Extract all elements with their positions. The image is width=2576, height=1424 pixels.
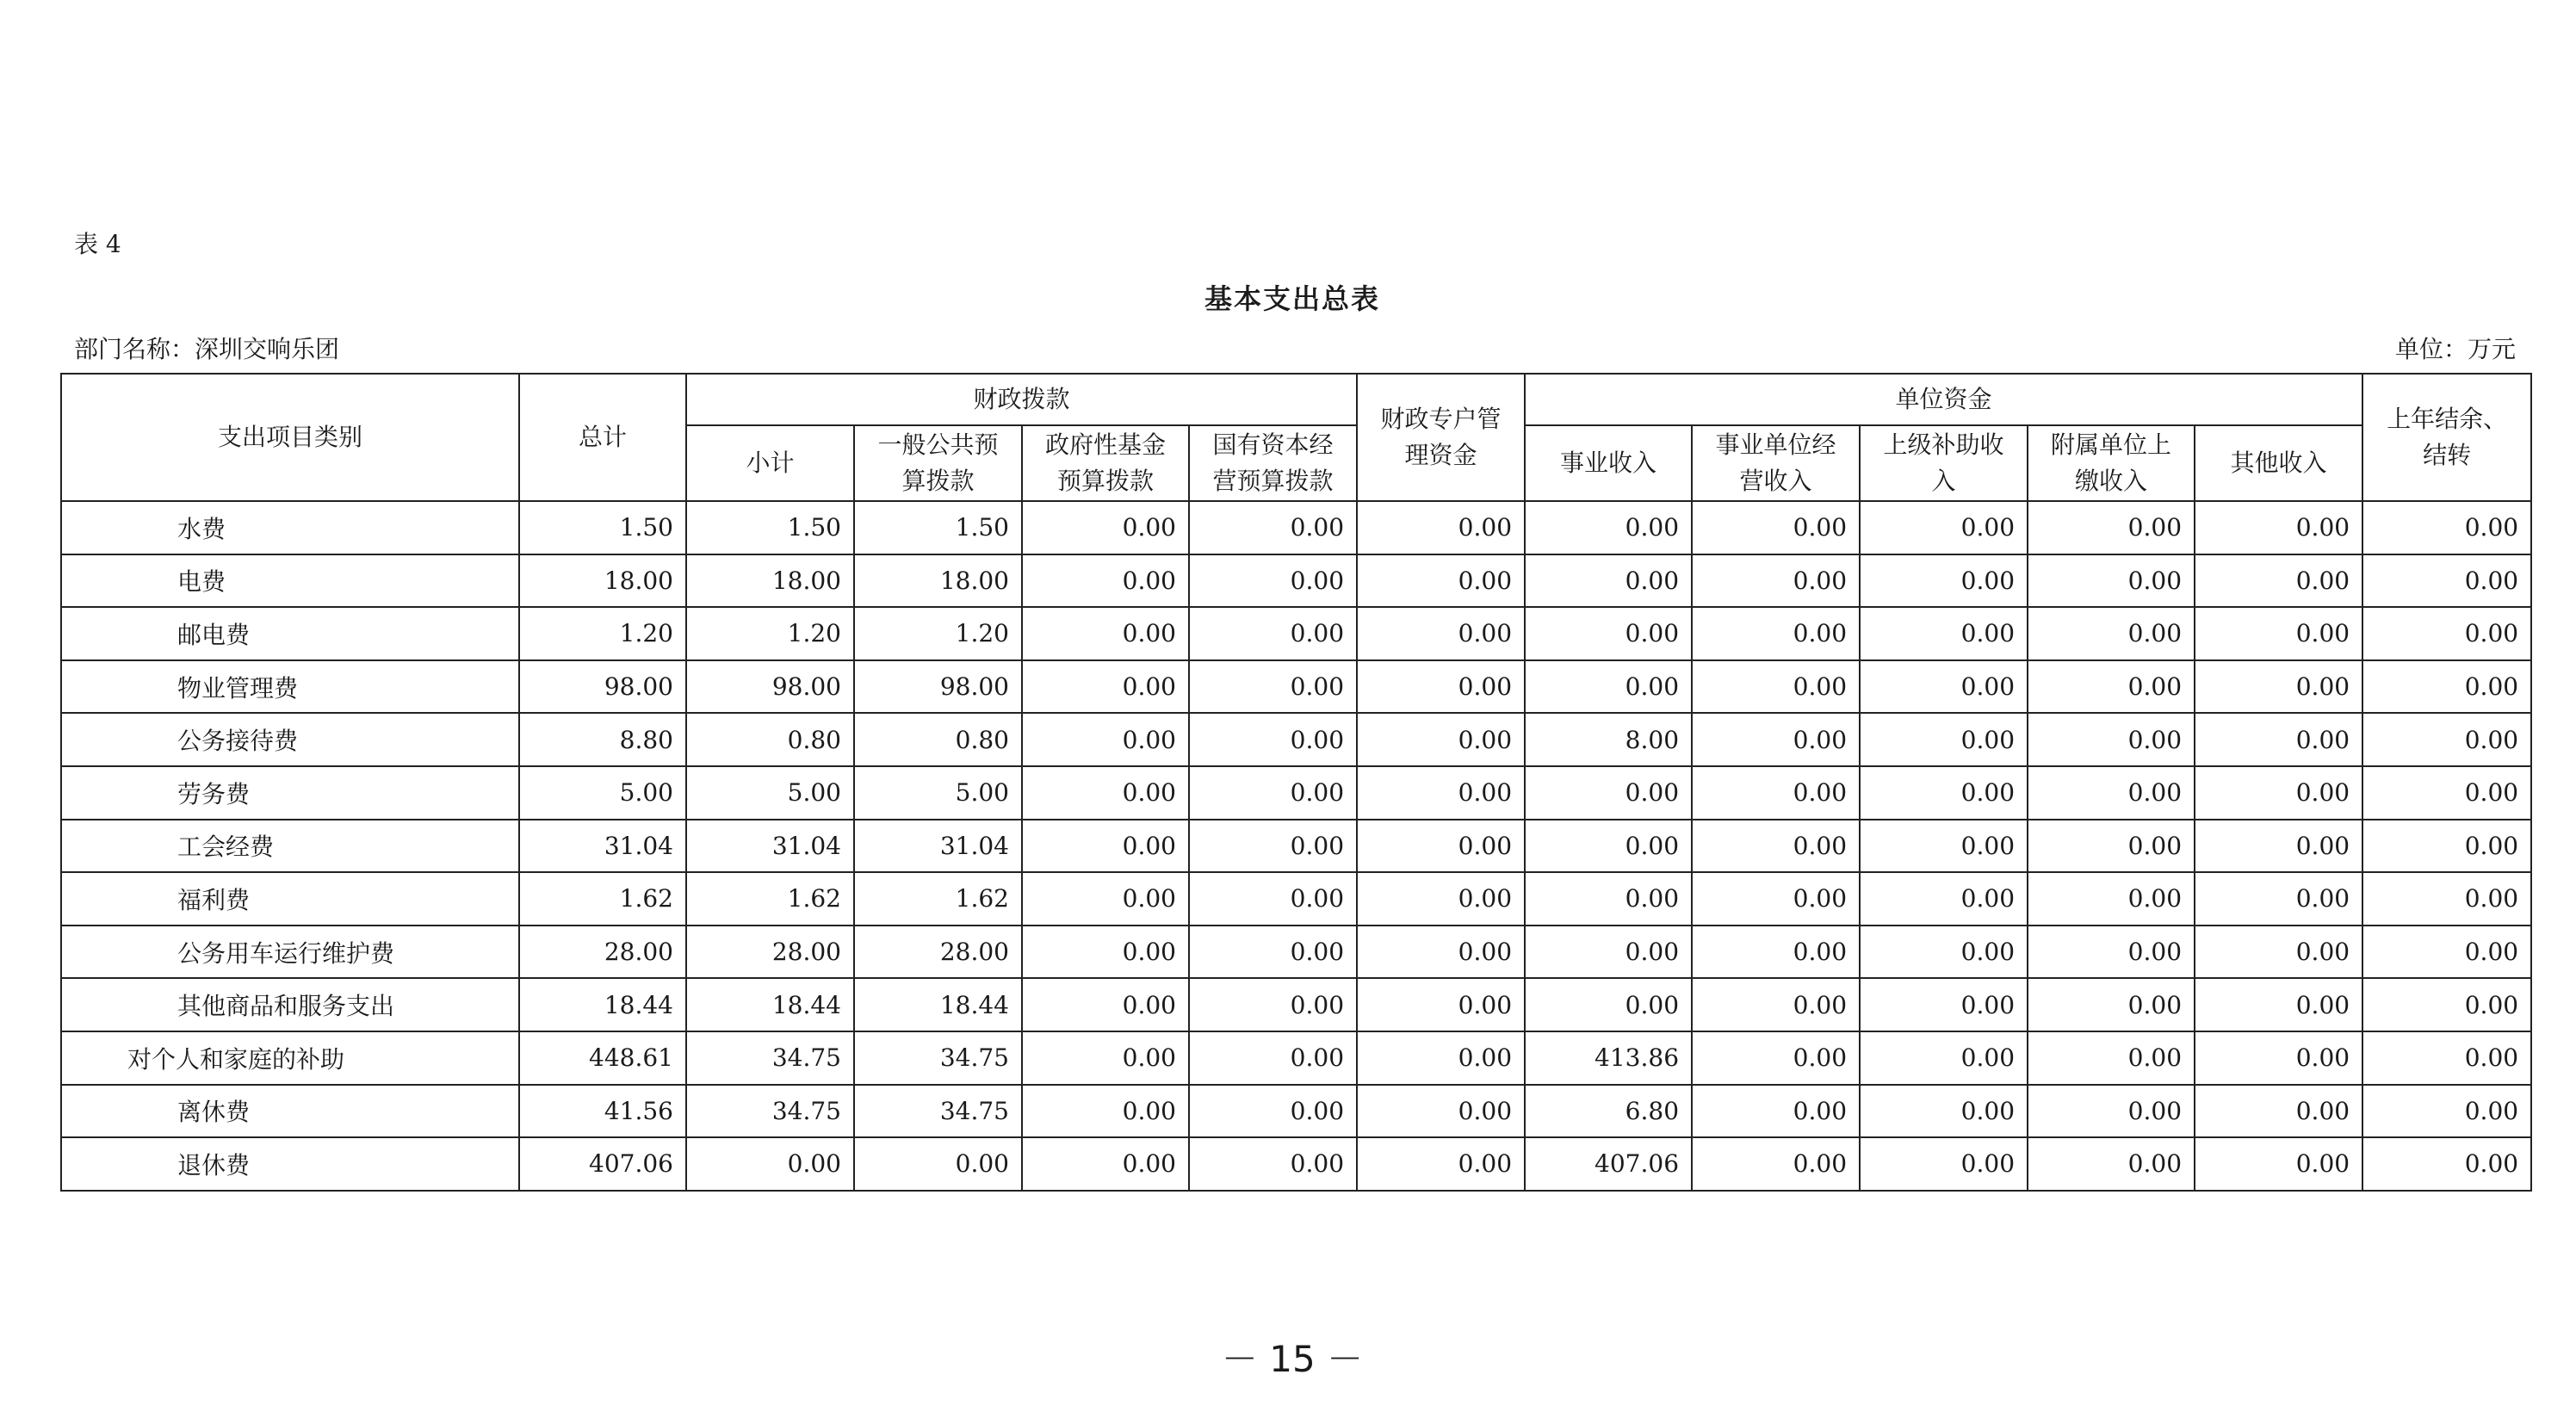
- row-value: 407.06: [1525, 1137, 1692, 1191]
- row-value: 0.00: [1022, 501, 1189, 554]
- row-value: 0.00: [1692, 554, 1860, 608]
- row-value: 0.00: [1525, 766, 1692, 820]
- row-value: 0.00: [2195, 713, 2362, 766]
- row-value: 0.00: [1525, 607, 1692, 660]
- row-value: 0.00: [1692, 1137, 1860, 1191]
- row-category: 公务用车运行维护费: [61, 926, 519, 979]
- row-value: 1.50: [854, 501, 1022, 554]
- row-value: 0.00: [1022, 713, 1189, 766]
- row-value: 34.75: [854, 1031, 1022, 1085]
- row-value: 18.00: [854, 554, 1022, 608]
- header-fiscal-special: 财政专户管理资金: [1357, 374, 1525, 501]
- row-value: 0.00: [2028, 872, 2195, 926]
- row-value: 0.00: [1022, 1031, 1189, 1085]
- row-value: 98.00: [686, 660, 854, 714]
- row-category: 物业管理费: [61, 660, 519, 714]
- table-row: [61, 1085, 2531, 1138]
- row-value: 0.00: [1357, 978, 1525, 1031]
- table-row: [61, 713, 2531, 766]
- row-value: 0.00: [2362, 820, 2531, 873]
- department-label: 部门名称：深圳交响乐团: [74, 335, 340, 363]
- row-value: 0.00: [1860, 766, 2028, 820]
- row-value: 0.00: [2195, 1085, 2362, 1138]
- table-row: [61, 978, 2531, 1031]
- row-value: 0.00: [1189, 766, 1357, 820]
- row-value: 0.00: [1022, 554, 1189, 608]
- row-value: 0.00: [1860, 872, 2028, 926]
- row-value: 5.00: [686, 766, 854, 820]
- row-value: 0.00: [1692, 1085, 1860, 1138]
- row-value: 0.00: [1022, 1137, 1189, 1191]
- row-value: 0.00: [2362, 978, 2531, 1031]
- row-value: 0.00: [2028, 607, 2195, 660]
- row-value: 0.00: [1357, 660, 1525, 714]
- row-value: 0.00: [1860, 554, 2028, 608]
- table-row: [61, 660, 2531, 714]
- row-value: 0.00: [1189, 1137, 1357, 1191]
- document-title: 基本支出总表: [1204, 282, 1380, 315]
- row-value: 0.00: [2195, 1137, 2362, 1191]
- row-value: 0.00: [2362, 872, 2531, 926]
- row-value: 0.00: [2028, 1031, 2195, 1085]
- row-value: 0.00: [1692, 978, 1860, 1031]
- row-value: 1.20: [854, 607, 1022, 660]
- row-value: 0.00: [1189, 978, 1357, 1031]
- row-value: 0.00: [2362, 926, 2531, 979]
- table-row: [61, 926, 2531, 979]
- page-number: － 15 －: [1221, 1338, 1364, 1380]
- row-value: 0.00: [1022, 766, 1189, 820]
- row-value: 0.00: [1189, 872, 1357, 926]
- row-value: 0.00: [2362, 501, 2531, 554]
- row-category: 离休费: [61, 1085, 519, 1138]
- table-row: [61, 607, 2531, 660]
- table-row: [61, 766, 2531, 820]
- row-value: 0.00: [2028, 1085, 2195, 1138]
- row-value: 8.00: [1525, 713, 1692, 766]
- unit-label: 单位：万元: [2394, 335, 2516, 363]
- row-value: 0.00: [1189, 926, 1357, 979]
- row-value: 0.00: [1692, 1031, 1860, 1085]
- row-value: 0.00: [2028, 660, 2195, 714]
- table-row: [61, 872, 2531, 926]
- row-value: 413.86: [1525, 1031, 1692, 1085]
- header-other-income: 其他收入: [2195, 425, 2362, 501]
- row-category: 水费: [61, 501, 519, 554]
- row-value: 0.00: [2195, 1031, 2362, 1085]
- row-value: 0.00: [1692, 607, 1860, 660]
- row-value: 0.00: [2362, 554, 2531, 608]
- row-value: 5.00: [519, 766, 686, 820]
- row-value: 0.00: [1022, 872, 1189, 926]
- row-value: 18.00: [519, 554, 686, 608]
- row-value: 0.00: [1525, 872, 1692, 926]
- row-value: 18.44: [854, 978, 1022, 1031]
- row-value: 0.00: [2028, 926, 2195, 979]
- row-value: 0.00: [1525, 660, 1692, 714]
- header-operating-income: 事业单位经营收入: [1692, 425, 1860, 501]
- row-value: 0.00: [1860, 713, 2028, 766]
- row-value: 0.00: [1860, 1031, 2028, 1085]
- row-value: 28.00: [854, 926, 1022, 979]
- row-category: 福利费: [61, 872, 519, 926]
- row-value: 0.00: [1860, 607, 2028, 660]
- row-value: 0.00: [2362, 766, 2531, 820]
- header-gov-fund: 政府性基金预算拨款: [1022, 425, 1189, 501]
- row-value: 0.00: [2028, 1137, 2195, 1191]
- row-value: 0.00: [1860, 1137, 2028, 1191]
- header-total: 总计: [519, 374, 686, 501]
- header-general-budget: 一般公共预算拨款: [854, 425, 1022, 501]
- row-value: 0.00: [1860, 820, 2028, 873]
- row-value: 0.00: [1189, 713, 1357, 766]
- row-value: 0.00: [1189, 607, 1357, 660]
- expenditure-table: [60, 373, 2532, 1192]
- row-value: 0.00: [1860, 978, 2028, 1031]
- table-row: [61, 501, 2531, 554]
- row-value: 0.00: [686, 1137, 854, 1191]
- row-value: 28.00: [519, 926, 686, 979]
- table-number-label: 表 4: [74, 230, 121, 258]
- table-row: [61, 1031, 2531, 1085]
- row-value: 0.00: [1860, 501, 2028, 554]
- row-value: 6.80: [1525, 1085, 1692, 1138]
- row-value: 0.00: [1357, 554, 1525, 608]
- row-value: 1.62: [519, 872, 686, 926]
- row-value: 0.00: [1022, 820, 1189, 873]
- row-value: 0.00: [1022, 978, 1189, 1031]
- row-category: 对个人和家庭的补助: [61, 1031, 519, 1085]
- row-value: 0.00: [2195, 872, 2362, 926]
- row-value: 0.00: [1189, 1031, 1357, 1085]
- row-value: 5.00: [854, 766, 1022, 820]
- header-carryover: 上年结余、结转: [2362, 374, 2531, 501]
- row-value: 0.00: [1022, 660, 1189, 714]
- row-value: 0.00: [2028, 978, 2195, 1031]
- row-value: 1.50: [686, 501, 854, 554]
- row-category: 退休费: [61, 1137, 519, 1191]
- row-value: 0.00: [2362, 1031, 2531, 1085]
- row-value: 34.75: [686, 1031, 854, 1085]
- row-value: 0.00: [2195, 978, 2362, 1031]
- table-row: [61, 554, 2531, 608]
- row-value: 0.00: [1357, 872, 1525, 926]
- header-business-income: 事业收入: [1525, 425, 1692, 501]
- row-value: 0.00: [1692, 660, 1860, 714]
- row-value: 0.00: [2195, 926, 2362, 979]
- row-value: 0.00: [1189, 660, 1357, 714]
- row-value: 0.00: [2362, 713, 2531, 766]
- row-value: 0.00: [1357, 926, 1525, 979]
- row-value: 1.20: [519, 607, 686, 660]
- row-value: 448.61: [519, 1031, 686, 1085]
- row-category: 邮电费: [61, 607, 519, 660]
- row-value: 0.00: [1357, 1085, 1525, 1138]
- row-value: 0.00: [1357, 1137, 1525, 1191]
- header-unit-group: 单位资金: [1525, 374, 2362, 425]
- row-value: 0.00: [2195, 554, 2362, 608]
- row-value: 0.00: [1860, 926, 2028, 979]
- row-value: 0.00: [1357, 1031, 1525, 1085]
- row-value: 0.00: [1022, 1085, 1189, 1138]
- row-value: 98.00: [519, 660, 686, 714]
- header-affiliated-income: 附属单位上缴收入: [2028, 425, 2195, 501]
- row-value: 0.00: [2195, 766, 2362, 820]
- row-value: 0.00: [1860, 1085, 2028, 1138]
- row-value: 0.00: [1525, 926, 1692, 979]
- row-value: 0.00: [1692, 766, 1860, 820]
- row-value: 31.04: [686, 820, 854, 873]
- row-value: 34.75: [686, 1085, 854, 1138]
- row-value: 0.00: [2195, 660, 2362, 714]
- row-value: 18.44: [519, 978, 686, 1031]
- row-value: 0.00: [1189, 501, 1357, 554]
- row-value: 0.00: [2362, 660, 2531, 714]
- header-state-capital: 国有资本经营预算拨款: [1189, 425, 1357, 501]
- row-value: 0.80: [854, 713, 1022, 766]
- row-category: 公务接待费: [61, 713, 519, 766]
- row-value: 28.00: [686, 926, 854, 979]
- row-value: 1.20: [686, 607, 854, 660]
- header-subtotal: 小计: [686, 425, 854, 501]
- row-category: 工会经费: [61, 820, 519, 873]
- row-value: 1.50: [519, 501, 686, 554]
- row-value: 0.00: [1022, 607, 1189, 660]
- row-value: 0.00: [1525, 501, 1692, 554]
- row-value: 0.00: [2362, 607, 2531, 660]
- row-value: 0.00: [1692, 820, 1860, 873]
- row-value: 0.00: [2028, 501, 2195, 554]
- header-category: 支出项目类别: [61, 374, 519, 501]
- row-value: 98.00: [854, 660, 1022, 714]
- table-row: [61, 1137, 2531, 1191]
- row-value: 0.00: [2195, 607, 2362, 660]
- row-value: 0.00: [2028, 766, 2195, 820]
- row-value: 0.00: [2028, 713, 2195, 766]
- row-value: 407.06: [519, 1137, 686, 1191]
- row-value: 0.00: [1525, 554, 1692, 608]
- row-value: 0.00: [2362, 1085, 2531, 1138]
- row-value: 0.00: [1692, 872, 1860, 926]
- row-value: 0.00: [1357, 766, 1525, 820]
- row-value: 41.56: [519, 1085, 686, 1138]
- row-value: 0.00: [1189, 554, 1357, 608]
- row-category: 电费: [61, 554, 519, 608]
- row-value: 0.00: [1189, 1085, 1357, 1138]
- row-value: 1.62: [686, 872, 854, 926]
- row-value: 0.00: [1692, 501, 1860, 554]
- row-value: 18.44: [686, 978, 854, 1031]
- row-value: 31.04: [519, 820, 686, 873]
- row-value: 31.04: [854, 820, 1022, 873]
- row-value: 0.00: [1525, 978, 1692, 1031]
- row-value: 0.80: [686, 713, 854, 766]
- row-value: 1.62: [854, 872, 1022, 926]
- row-value: 0.00: [1692, 713, 1860, 766]
- row-value: 0.00: [2028, 820, 2195, 873]
- header-fiscal-group: 财政拨款: [686, 374, 1357, 425]
- row-value: 0.00: [1357, 820, 1525, 873]
- row-value: 18.00: [686, 554, 854, 608]
- row-value: 0.00: [2195, 820, 2362, 873]
- row-value: 0.00: [2028, 554, 2195, 608]
- row-value: 34.75: [854, 1085, 1022, 1138]
- header-subsidy-income: 上级补助收入: [1860, 425, 2028, 501]
- row-category: 劳务费: [61, 766, 519, 820]
- row-value: 0.00: [1692, 926, 1860, 979]
- row-value: 0.00: [1357, 607, 1525, 660]
- row-value: 8.80: [519, 713, 686, 766]
- row-category: 其他商品和服务支出: [61, 978, 519, 1031]
- row-value: 0.00: [1525, 820, 1692, 873]
- row-value: 0.00: [2362, 1137, 2531, 1191]
- row-value: 0.00: [1189, 820, 1357, 873]
- row-value: 0.00: [854, 1137, 1022, 1191]
- row-value: 0.00: [2195, 501, 2362, 554]
- row-value: 0.00: [1357, 713, 1525, 766]
- row-value: 0.00: [1022, 926, 1189, 979]
- table-row: [61, 820, 2531, 873]
- table-body: [61, 501, 2531, 1191]
- row-value: 0.00: [1357, 501, 1525, 554]
- row-value: 0.00: [1860, 660, 2028, 714]
